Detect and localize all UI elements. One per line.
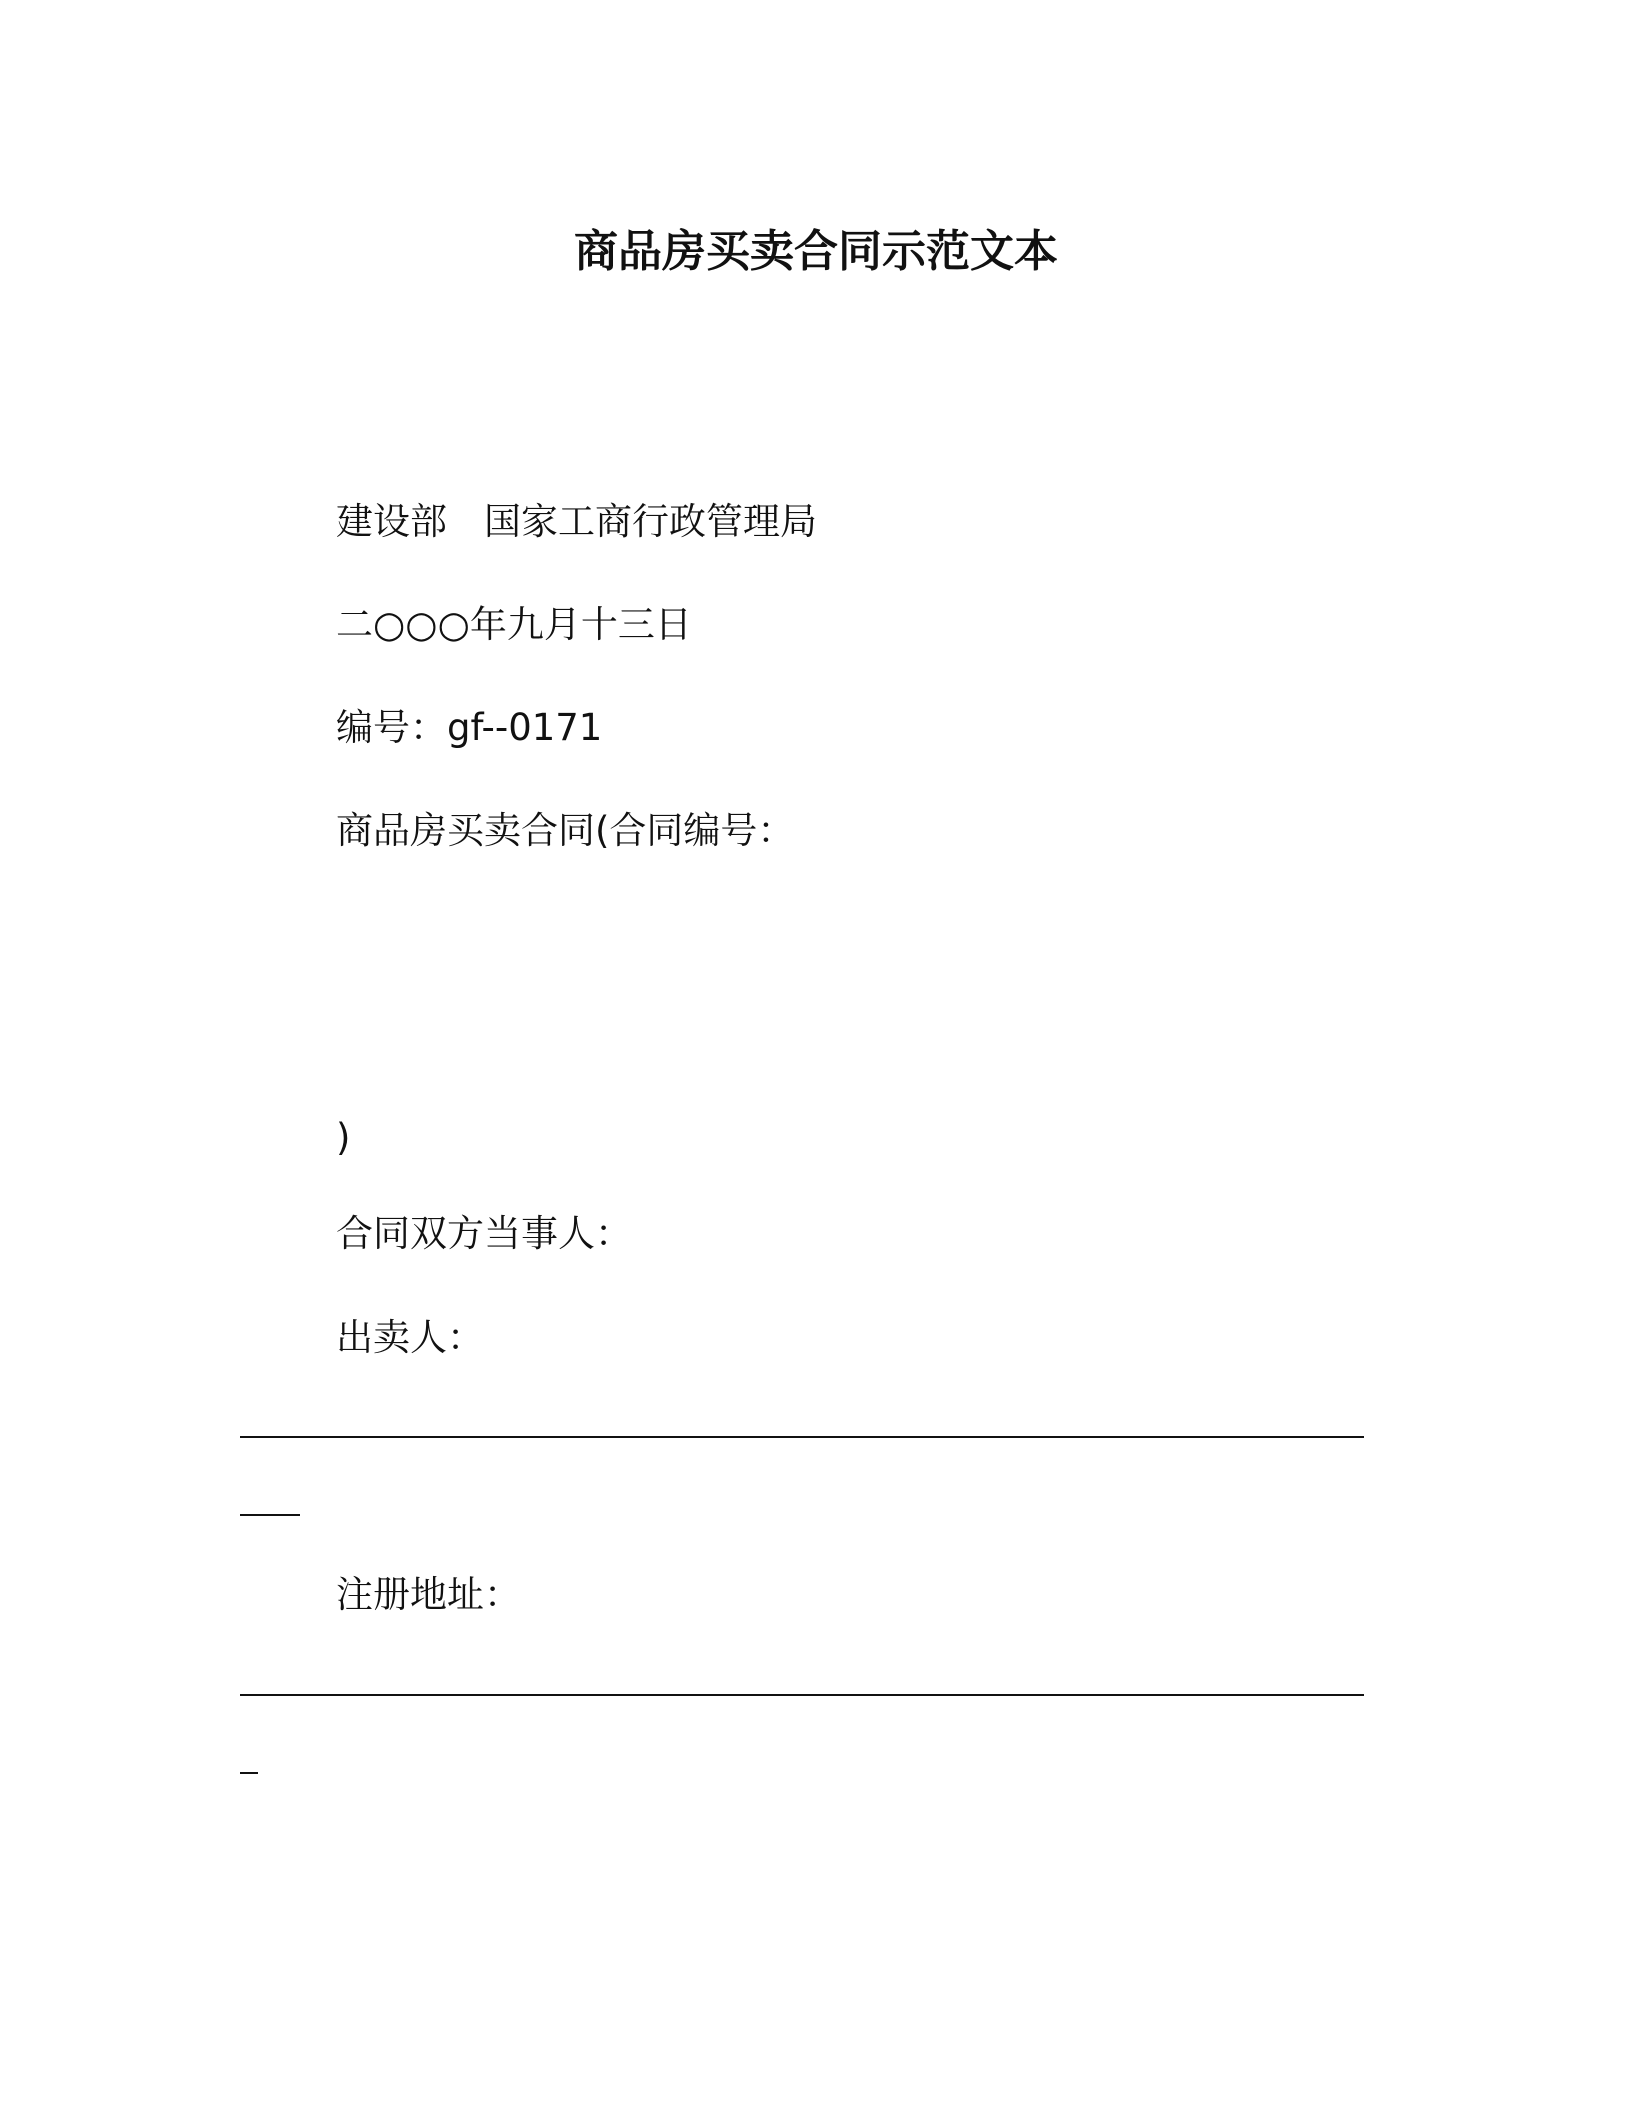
closing-parenthesis: ): [336, 1116, 351, 1159]
seller-blank-line-continued: [240, 1514, 300, 1516]
document-number-line: 编号：gf--0171: [336, 706, 603, 749]
parties-label: 合同双方当事人：: [336, 1212, 632, 1255]
seller-label: 出卖人：: [336, 1316, 484, 1359]
contract-number-heading: 商品房买卖合同(合同编号：: [336, 809, 795, 852]
address-blank-line-continued: [240, 1772, 258, 1774]
issuer-line: 建设部 国家工商行政管理局: [336, 500, 817, 543]
registered-address-label: 注册地址：: [336, 1573, 521, 1616]
date-line: 二○○○年九月十三日: [336, 603, 692, 646]
document-title: 商品房买卖合同示范文本: [574, 226, 1058, 277]
seller-blank-line: [240, 1436, 1364, 1438]
address-blank-line: [240, 1694, 1364, 1696]
